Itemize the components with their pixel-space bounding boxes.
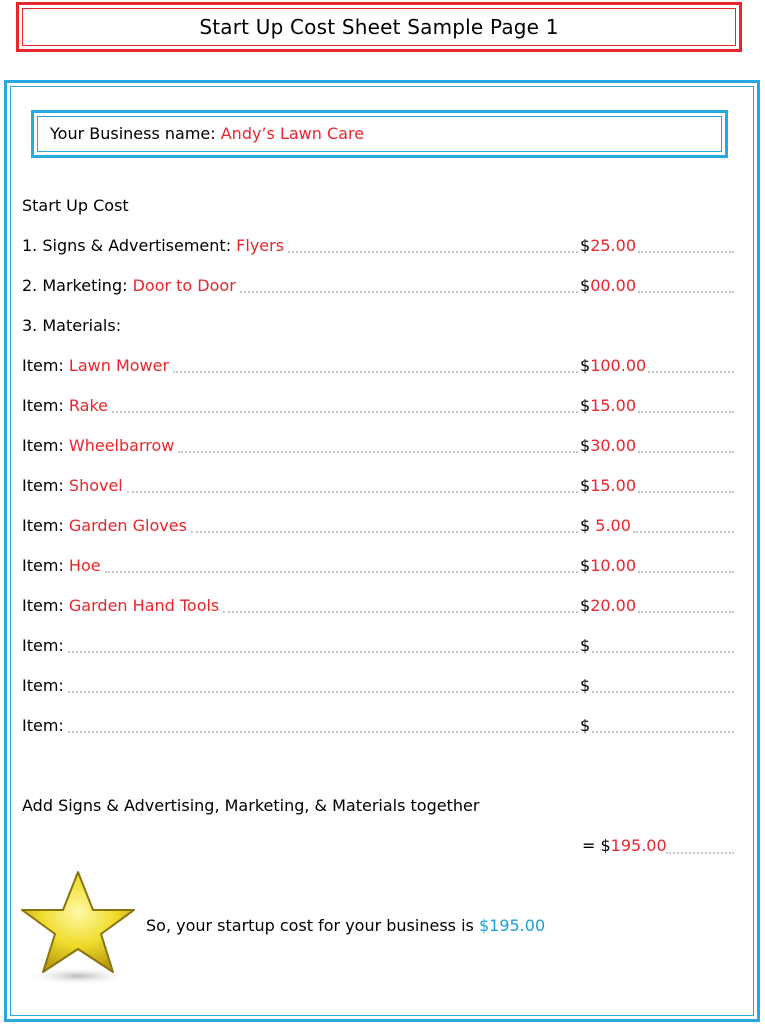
cost-line-label-text: Item:	[22, 636, 64, 655]
cost-line-label	[22, 356, 169, 375]
cost-line-label	[22, 636, 64, 655]
cost-line-amount	[580, 636, 590, 655]
cost-line-label-text: Item:	[22, 516, 69, 535]
page-title: Start Up Cost Sheet Sample Page 1	[199, 15, 559, 39]
cost-line-fill	[68, 731, 578, 733]
cost-line-amount	[580, 516, 631, 535]
cost-line-label-text: Item:	[22, 356, 69, 375]
cost-line-fill	[191, 531, 578, 533]
cost-line-label	[22, 676, 64, 695]
cost-line-entry[interactable]: Lawn Mower	[68, 356, 170, 375]
total-line	[582, 836, 667, 855]
cost-line-amount	[580, 436, 636, 455]
cost-line-label	[22, 596, 219, 615]
cost-line-fill	[112, 411, 578, 413]
star-icon	[18, 868, 138, 988]
cost-line-amount-value[interactable]: 100.00	[590, 356, 647, 375]
cost-line-fill	[173, 371, 578, 373]
cost-line-tail	[638, 451, 734, 453]
cost-line-fill	[240, 291, 578, 293]
cost-line-amount	[580, 716, 590, 735]
cost-line-label-text: Item:	[22, 676, 64, 695]
cost-line-amount	[580, 476, 636, 495]
cost-line-entry[interactable]: Shovel	[68, 476, 123, 495]
dollar-sign: $	[580, 596, 591, 615]
cost-line-amount-value[interactable]: 20.00	[590, 596, 636, 615]
cost-line-tail	[638, 251, 734, 253]
cost-line-fill	[178, 451, 578, 453]
cost-line-label	[22, 316, 121, 335]
cost-line-amount-value[interactable]: 15.00	[590, 476, 636, 495]
cost-line-label-text: Item:	[22, 476, 69, 495]
cost-line-label	[22, 716, 64, 735]
cost-line-amount-value[interactable]: 5.00	[595, 516, 631, 535]
cost-line-fill	[68, 691, 578, 693]
cost-line-entry[interactable]: Garden Hand Tools	[68, 596, 220, 615]
business-name-value[interactable]: Andy’s Lawn Care	[220, 124, 365, 143]
cost-line-tail	[648, 371, 734, 373]
dollar-sign: $	[580, 636, 591, 655]
cost-line-tail	[638, 491, 734, 493]
dollar-sign: $	[580, 356, 591, 375]
cost-line-fill	[127, 491, 578, 493]
dollar-sign: $	[580, 396, 591, 415]
cost-line-amount	[580, 236, 636, 255]
title-box	[16, 2, 742, 52]
cost-line-amount	[580, 596, 636, 615]
business-name-line	[50, 124, 364, 143]
cost-line-label	[22, 396, 108, 415]
cost-line-label	[22, 556, 101, 575]
dollar-sign: $	[580, 476, 591, 495]
summary-amount: $195.00	[478, 916, 546, 935]
cost-line-fill	[223, 611, 578, 613]
dollar-sign: $	[580, 236, 591, 255]
cost-line-label	[22, 276, 236, 295]
cost-line-amount	[580, 556, 636, 575]
dollar-sign: $	[580, 556, 591, 575]
cost-line-entry[interactable]: Flyers	[236, 236, 285, 255]
total-prefix: = $	[582, 836, 611, 855]
cost-line-tail	[638, 291, 734, 293]
cost-line-label-text: Item:	[22, 396, 69, 415]
summary-line	[146, 916, 545, 935]
summary-text: So, your startup cost for your business is	[146, 916, 479, 935]
cost-line-fill	[105, 571, 578, 573]
cost-line-amount	[580, 676, 590, 695]
dollar-sign: $	[580, 516, 596, 535]
cost-line-label-text: Item:	[22, 716, 64, 735]
cost-line-entry[interactable]: Wheelbarrow	[68, 436, 175, 455]
dollar-sign: $	[580, 676, 591, 695]
cost-line-amount-value[interactable]: 25.00	[590, 236, 636, 255]
cost-line-tail	[633, 531, 734, 533]
cost-line-tail	[592, 731, 734, 733]
cost-line-fill	[288, 251, 578, 253]
cost-line-label-text: Item:	[22, 596, 69, 615]
cost-line-amount	[580, 356, 646, 375]
cost-line-entry[interactable]: Door to Door	[132, 276, 236, 295]
cost-line-label-text: Item:	[22, 556, 69, 575]
cost-line-entry[interactable]: Rake	[68, 396, 109, 415]
dollar-sign: $	[580, 436, 591, 455]
cost-line-label	[22, 476, 123, 495]
cost-line-entry[interactable]: Garden Gloves	[68, 516, 187, 535]
cost-line-label-text: 3. Materials:	[22, 316, 122, 335]
cost-line-label	[22, 436, 174, 455]
cost-line-tail	[638, 411, 734, 413]
total-amount[interactable]: 195.00	[610, 836, 667, 855]
cost-line-label-text: Item:	[22, 436, 69, 455]
cost-line-label	[22, 236, 284, 255]
cost-line-amount-value[interactable]: 00.00	[590, 276, 636, 295]
total-fill-line	[666, 852, 734, 854]
cost-line-amount	[580, 396, 636, 415]
cost-line-amount-value[interactable]: 15.00	[590, 396, 636, 415]
dollar-sign: $	[580, 276, 591, 295]
cost-line-tail	[592, 651, 734, 653]
section-heading: Start Up Cost	[22, 196, 129, 215]
cost-line-tail	[638, 611, 734, 613]
cost-line-entry[interactable]: Hoe	[68, 556, 101, 575]
business-name-label: Your Business name:	[50, 124, 221, 143]
cost-line-label	[22, 516, 187, 535]
cost-line-amount	[580, 276, 636, 295]
add-instruction: Add Signs & Advertising, Marketing, & Materials together	[22, 796, 480, 815]
cost-line-label-text: 2. Marketing:	[22, 276, 133, 295]
cost-line-tail	[638, 571, 734, 573]
cost-line-amount-value[interactable]: 30.00	[590, 436, 636, 455]
cost-line-fill	[68, 651, 578, 653]
cost-line-amount-value[interactable]: 10.00	[590, 556, 636, 575]
cost-line-tail	[592, 691, 734, 693]
cost-line-label-text: 1. Signs & Advertisement:	[22, 236, 237, 255]
dollar-sign: $	[580, 716, 591, 735]
